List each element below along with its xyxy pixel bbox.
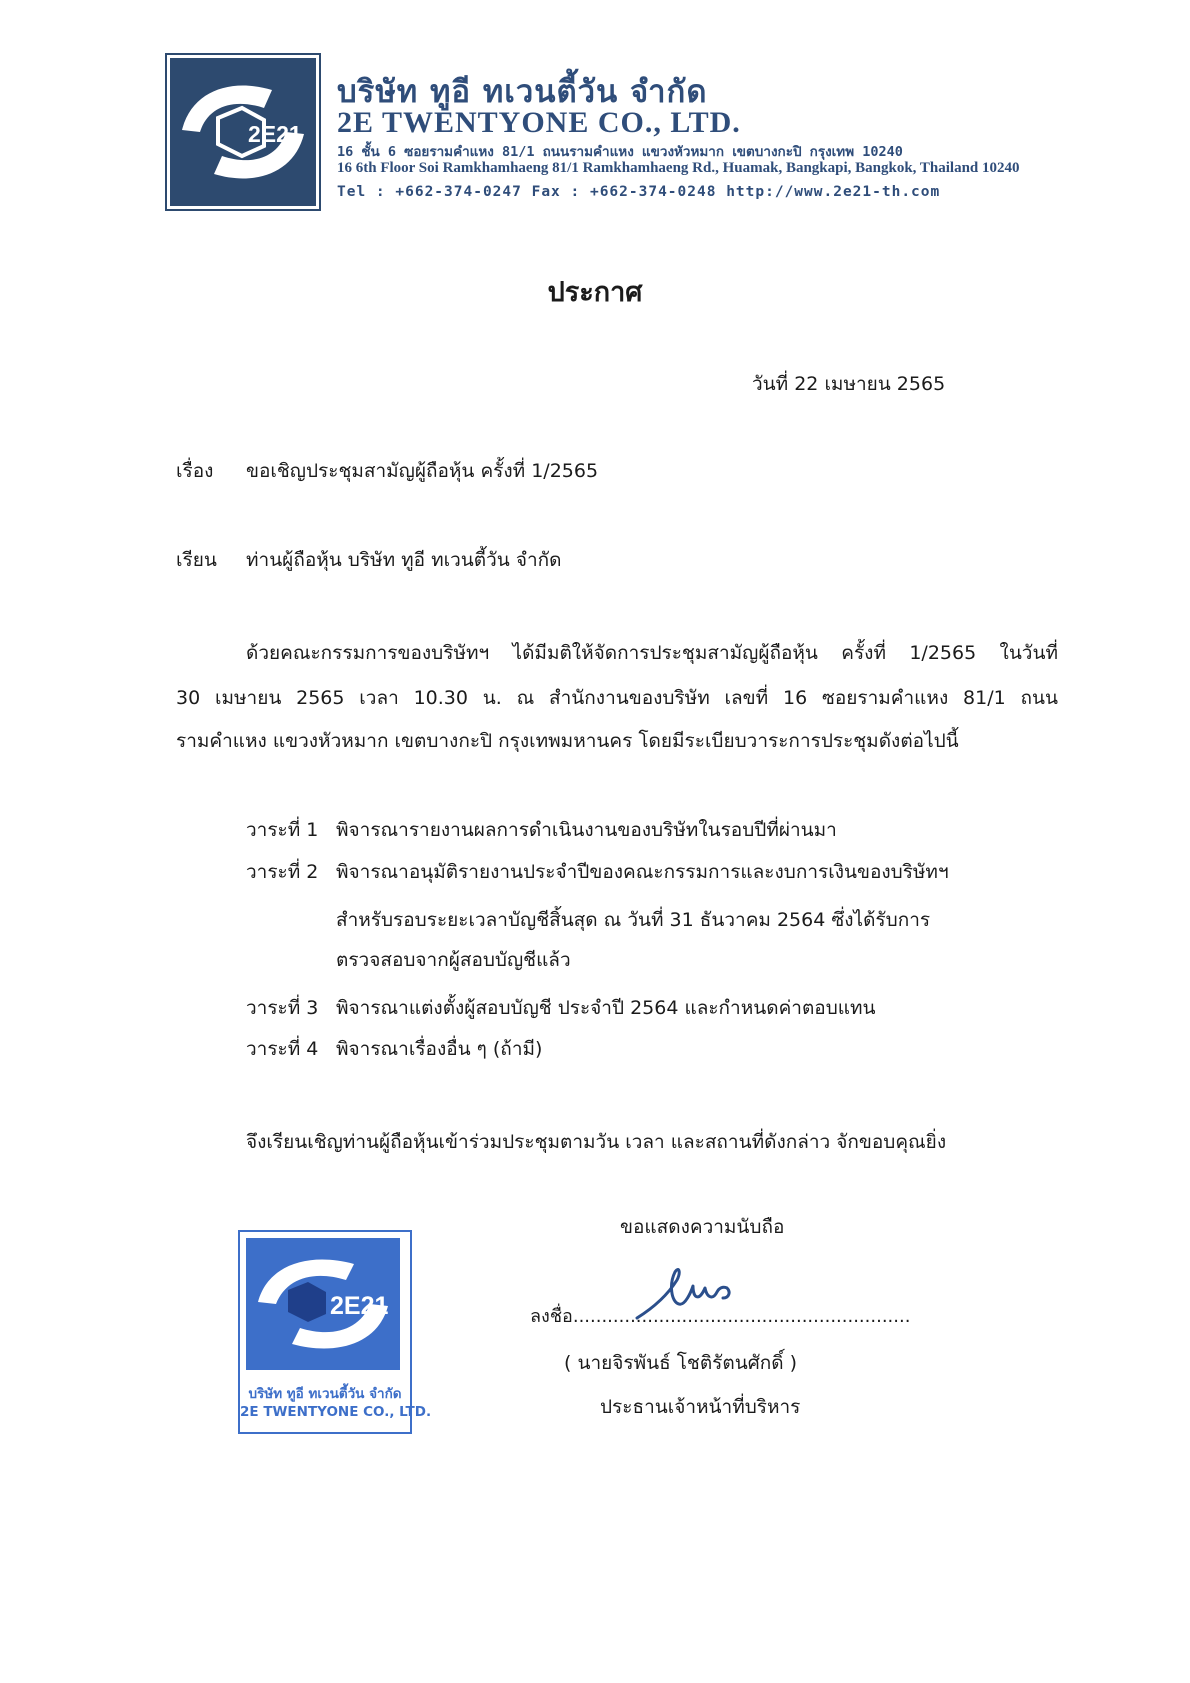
body-line-1: ด้วยคณะกรรมการของบริษัทฯ ได้มีมติให้จัดการประชุมสามัญผู้ถือหุ้น ครั้งที่ 1/2565 ในวันที่: [246, 642, 1058, 664]
signatory-position: ประธานเจ้าหน้าที่บริหาร: [600, 1396, 801, 1418]
stamp-company-en: 2E TWENTYONE CO., LTD.: [240, 1404, 432, 1420]
logo-text: 2E21: [248, 121, 302, 147]
company-stamp: [238, 1230, 432, 1434]
body-line-2: 30 เมษายน 2565 เวลา 10.30 น. ณ สำนักงานของบริษัท เลขที่ 16 ซอยรามคำแหง 81/1 ถนน: [176, 687, 1058, 709]
closing-text: จึงเรียนเชิญท่านผู้ถือหุ้นเข้าร่วมประชุมตามวัน เวลา และสถานที่ดังกล่าว จักขอบคุณยิ่ง: [246, 1131, 947, 1153]
stamp-logo-text: 2E21: [330, 1292, 389, 1320]
document-date: วันที่ 22 เมษายน 2565: [752, 373, 946, 395]
agenda-item-1: พิจารณารายงานผลการดำเนินงานของบริษัทในรอบปีที่ผ่านมา: [336, 819, 837, 841]
recipient-text: ท่านผู้ถือหุ้น บริษัท ทูอี ทเวนตี้วัน จำกัด: [246, 549, 562, 571]
agenda-item-4: พิจารณาเรื่องอื่น ๆ (ถ้ามี): [336, 1038, 543, 1060]
address-th: 16 ชั้น 6 ซอยรามคำแหง 81/1 ถนนรามคำแหง แขวงหัวหมาก เขตบางกะปิ กรุงเทพ 10240: [337, 144, 903, 160]
sign-label: ลงชื่อ...........................................................: [530, 1306, 911, 1327]
agenda-item-2-line-1: พิจารณาอนุมัติรายงานประจำปีของคณะกรรมการและงบการเงินของบริษัทฯ: [336, 861, 949, 883]
agenda-item-3: พิจารณาแต่งตั้งผู้สอบบัญชี ประจำปี 2564 และกำหนดค่าตอบแทน: [336, 997, 876, 1019]
recipient-label: เรียน: [176, 549, 217, 571]
agenda-label-2: วาระที่ 2: [246, 861, 319, 883]
regards-text: ขอแสดงความนับถือ: [620, 1216, 785, 1238]
subject-label: เรื่อง: [176, 460, 214, 482]
agenda-label-4: วาระที่ 4: [246, 1038, 319, 1060]
address-en: 16 6th Floor Soi Ramkhamhaeng 81/1 Ramkhamhaeng Rd., Huamak, Bangkapi, Bangkok, Thailand 10240: [337, 160, 1020, 176]
contact-line: Tel : +662-374-0247 Fax : +662-374-0248 http://www.2e21-th.com: [337, 184, 941, 200]
agenda-item-2-line-2: สำหรับรอบระยะเวลาบัญชีสิ้นสุด ณ วันที่ 31 ธันวาคม 2564 ซึ่งได้รับการ: [336, 909, 931, 931]
signatory-name: ( นายจิรพันธ์ โชติรัตนศักดิ์ ): [564, 1352, 798, 1374]
agenda-label-3: วาระที่ 3: [246, 997, 319, 1019]
company-name-en: 2E TWENTYONE CO., LTD.: [337, 106, 741, 139]
body-line-3: รามคำแหง แขวงหัวหมาก เขตบางกะปิ กรุงเทพมหานคร โดยมีระเบียบวาระการประชุมดังต่อไปนี้: [176, 730, 959, 752]
handwritten-signature: [633, 1258, 753, 1332]
agenda-label-1: วาระที่ 1: [246, 819, 319, 841]
stamp-company-th: บริษัท ทูอี ทเวนตี้วัน จำกัด: [248, 1386, 402, 1402]
company-name-th: บริษัท ทูอี ทเวนตี้วัน จำกัด: [337, 74, 708, 110]
company-logo: [170, 58, 316, 206]
agenda-item-2-line-3: ตรวจสอบจากผู้สอบบัญชีแล้ว: [336, 949, 571, 971]
subject-text: ขอเชิญประชุมสามัญผู้ถือหุ้น ครั้งที่ 1/2565: [246, 460, 599, 482]
stamp-logo-mark: [246, 1238, 400, 1370]
document-title: ประกาศ: [547, 277, 643, 308]
